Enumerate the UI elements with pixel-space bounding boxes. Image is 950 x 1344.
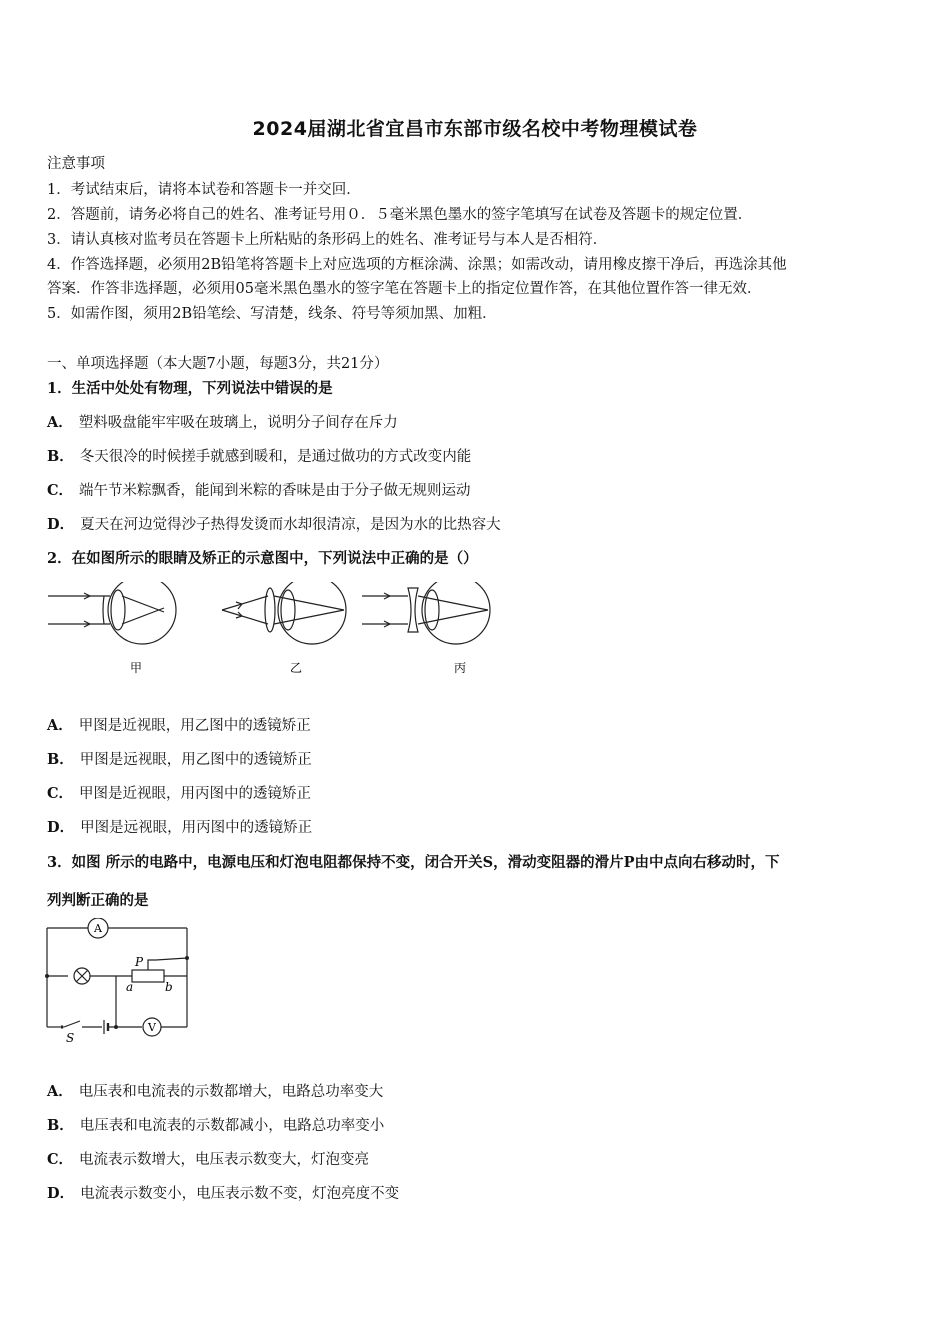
eyeball-jia [108, 582, 176, 644]
option-letter: C． [47, 1151, 74, 1168]
ray-bing-top-refracted [418, 596, 488, 610]
notice-item-3: 3．请认真核对监考员在答题卡上所粘贴的条形码上的姓名、准考证号与本人是否相符． [47, 232, 608, 248]
ray-yi-top-refracted [274, 596, 344, 610]
q3-option-a [47, 1080, 907, 1101]
convex-lens-yi [265, 588, 275, 632]
notice-heading: 注意事项 [47, 156, 105, 172]
option-text: 塑料吸盘能牢牢吸在玻璃上，说明分子间存在斥力 [78, 415, 398, 431]
q1-option-d [47, 513, 907, 534]
q2-option-a [47, 714, 907, 735]
eye-lens-yi [281, 590, 295, 630]
junction-dot [114, 1025, 118, 1029]
option-text: 甲图是远视眼，用乙图中的透镜矫正 [79, 752, 312, 768]
ray-jia-bottom-refracted [122, 608, 164, 624]
option-text: 电压表和电流表的示数都减小，电路总功率变小 [79, 1118, 385, 1134]
ray-yi-bottom [222, 610, 268, 624]
notice-item-1: 1．考试结束后，请将本试卷和答题卡一并交回． [47, 182, 361, 198]
notice-item-5: 5．如需作图，须用2B铅笔绘、写清楚，线条、符号等须加黑、加粗． [47, 306, 497, 322]
ammeter-label: A [94, 922, 102, 935]
option-letter: D． [47, 1185, 75, 1202]
option-letter: B． [47, 751, 74, 768]
figure-label-bing: 丙 [454, 661, 467, 675]
option-text: 冬天很冷的时候搓手就感到暖和，是通过做功的方式改变内能 [79, 449, 472, 465]
q1-stem: 1．生活中处处有物理，下列说法中错误的是 [47, 380, 333, 397]
voltmeter-label: V [148, 1021, 156, 1034]
ray-bing-bottom-refracted [418, 610, 488, 624]
cornea-jia [103, 596, 104, 624]
section-heading: 一、单项选择题（本大题7小题，每题3分，共21分） [47, 356, 389, 372]
option-text: 甲图是近视眼，用丙图中的透镜矫正 [79, 786, 312, 802]
q2-option-d [47, 816, 907, 837]
switch-label: S [66, 1031, 75, 1044]
q3-option-d [47, 1182, 907, 1203]
page-title: 2024届湖北省宜昌市东部市级名校中考物理模试卷 [252, 118, 698, 140]
eye-diagram-figure [44, 582, 504, 682]
circuit-diagram [44, 918, 194, 1044]
eye-bing [362, 582, 490, 644]
option-letter: C． [47, 785, 74, 802]
rheostat-end-a-label: a [126, 980, 134, 994]
wire [156, 958, 187, 960]
option-text: 端午节米粽飘香，能闻到米粽的香味是由于分子做无规则运动 [79, 483, 471, 499]
figure-label-yi: 乙 [290, 661, 303, 675]
rheostat-icon [132, 970, 164, 982]
option-text: 电流表示数增大，电压表示数变大，灯泡变亮 [79, 1152, 370, 1168]
q2-option-c [47, 782, 907, 803]
slider-arm [148, 960, 156, 970]
option-text: 甲图是远视眼，用丙图中的透镜矫正 [80, 820, 313, 836]
eyeball-yi [278, 582, 346, 644]
q1-option-c [47, 479, 907, 500]
option-text: 甲图是近视眼，用乙图中的透镜矫正 [78, 718, 311, 734]
eye-yi [222, 582, 346, 644]
switch-contact [60, 1025, 63, 1028]
notice-item-2: 2．答题前，请务必将自己的姓名、准考证号用０．５毫米黑色墨水的签字笔填写在试卷及答题卡的规定位置． [47, 207, 753, 223]
q3-stem-line-2: 列判断正确的是 [47, 892, 149, 909]
q3-option-b [47, 1114, 907, 1135]
option-text: 夏天在河边觉得沙子热得发烫而水却很清凉，是因为水的比热容大 [80, 517, 501, 533]
ray-yi-bottom-refracted [274, 610, 344, 624]
option-letter: A． [47, 717, 73, 734]
eye-jia [48, 582, 176, 644]
eyeball-bing [422, 582, 490, 644]
q3-option-c [47, 1148, 907, 1169]
option-letter: D． [47, 819, 75, 836]
q1-option-a [47, 411, 907, 432]
concave-lens-bing [408, 588, 418, 632]
slider-label: P [135, 955, 144, 969]
option-letter: B． [47, 448, 74, 465]
q1-option-b [47, 445, 907, 466]
option-text: 电压表和电流表的示数都增大，电路总功率变大 [78, 1084, 384, 1100]
switch-icon [64, 1021, 80, 1027]
option-letter: A． [47, 414, 73, 431]
figure-label-jia: 甲 [130, 661, 143, 675]
q2-option-b [47, 748, 907, 769]
junction-dot [185, 956, 189, 960]
ray-jia-top-refracted [122, 596, 164, 612]
option-letter: C． [47, 482, 74, 499]
junction-dot [45, 974, 49, 978]
rheostat-end-b-label: b [165, 980, 173, 994]
eye-lens-bing [425, 590, 439, 630]
q2-stem: 2．在如图所示的眼睛及矫正的示意图中，下列说法中正确的是（） [47, 550, 478, 567]
option-letter: D． [47, 516, 75, 533]
option-letter: B． [47, 1117, 74, 1134]
notice-item-4: 4．作答选择题，必须用2B铅笔将答题卡上对应选项的方框涂满、涂黑；如需改动，请用橡皮擦干净后，再选涂其他 [47, 257, 787, 273]
notice-item-4-cont: 答案．作答非选择题，必须用05毫米黑色墨水的签字笔在答题卡上的指定位置作答，在其他位置作答一律无效． [47, 281, 762, 297]
option-text: 电流表示数变小，电压表示数不变，灯泡亮度不变 [80, 1186, 400, 1202]
ray-yi-top [222, 596, 268, 610]
q3-stem-line-1: 3．如图 所示的电路中，电源电压和灯泡电阻都保持不变，闭合开关S，滑动变阻器的滑片P由中点向右移动时，下 [47, 854, 780, 871]
option-letter: A． [47, 1083, 73, 1100]
